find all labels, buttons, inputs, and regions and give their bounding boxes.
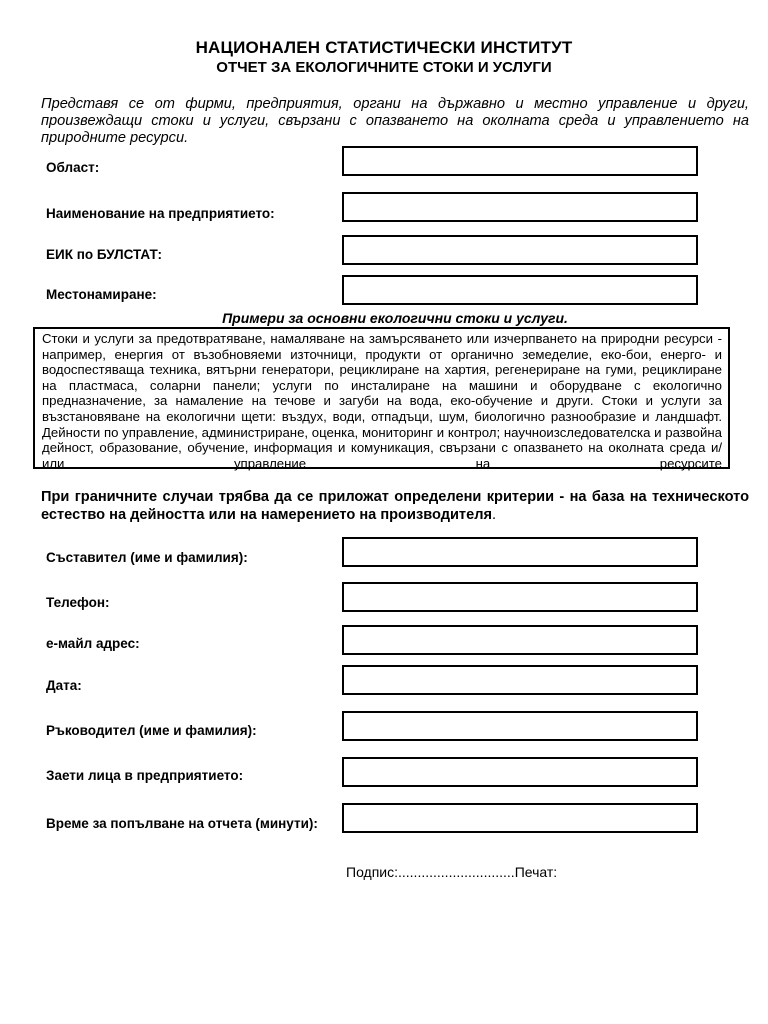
criteria-note-period: . [491,507,497,523]
date-label: Дата: [46,678,82,693]
intro-text: Представя се от фирми, предприятия, органи на държавно и местно управление и други, произвеждащи стоки и услуги, свързани с опазването на околната среда и управлението на природните ресурси. [41,96,749,146]
email-field[interactable] [342,625,698,655]
signature-line: Подпис:..............................Печат: [346,864,558,880]
time-label: Време за попълване на отчета (минути): [46,816,318,831]
employees-field[interactable] [342,757,698,787]
company-name-label: Наименование на предприятието: [46,206,275,221]
report-title: ОТЧЕТ ЗА ЕКОЛОГИЧНИТЕ СТОКИ И УСЛУГИ [216,59,552,76]
eik-label: ЕИК по БУЛСТАТ: [46,247,163,262]
time-field[interactable] [342,803,698,833]
location-field[interactable] [342,275,698,305]
criteria-note-text: При граничните случаи трябва да се приложат определени критерии - на база на техническото естество на дейността или на намерението на производителя [41,489,749,523]
compiler-field[interactable] [342,537,698,567]
region-field[interactable] [342,146,698,176]
criteria-note [41,488,749,524]
phone-label: Телефон: [46,595,110,610]
phone-field[interactable] [342,582,698,612]
examples-box [33,327,730,469]
compiler-label: Съставител (име и фамилия): [46,550,248,565]
eik-field[interactable] [342,235,698,265]
company-name-field[interactable] [342,192,698,222]
employees-label: Заети лица в предприятието: [46,768,244,783]
region-label: Област: [46,160,100,175]
location-label: Местонамиране: [46,287,157,302]
examples-text: Стоки и услуги за предотвратяване, намаляване на замърсяването или изчерпването на природни ресурси - например, енергия от възобновяеми източници, продукти от органично земеделие, еко-бои, енерго- и водоспестяваща техника, вятърни генератори, рециклиране на хартия, регенериране на гуми, рециклиране на пластмаса, соларни панели; услуги по инсталиране на машини и оборудване с екологично предназначение, за намаление на течове и загуби на вода, еко-обучение и други. Стоки и услуги за възстановяване на екологични щети: въздух, води, отпадъци, шум, биологично разнообразие и ландшафт. Дейности по управление, администриране, оценка, мониторинг и контрол; научноизследователска и развойна дейност, образование, обучение, информация и комуникация, свързани с опазването на околната среда и/или управление на ресурсите [42,331,722,471]
institute-title: НАЦИОНАЛЕН СТАТИСТИЧЕСКИ ИНСТИТУТ [195,38,573,57]
email-label: е-майл адрес: [46,636,140,651]
examples-title: Примери за основни екологични стоки и услуги. [222,310,568,326]
date-field[interactable] [342,665,698,695]
manager-label: Ръководител (име и фамилия): [46,723,257,738]
manager-field[interactable] [342,711,698,741]
